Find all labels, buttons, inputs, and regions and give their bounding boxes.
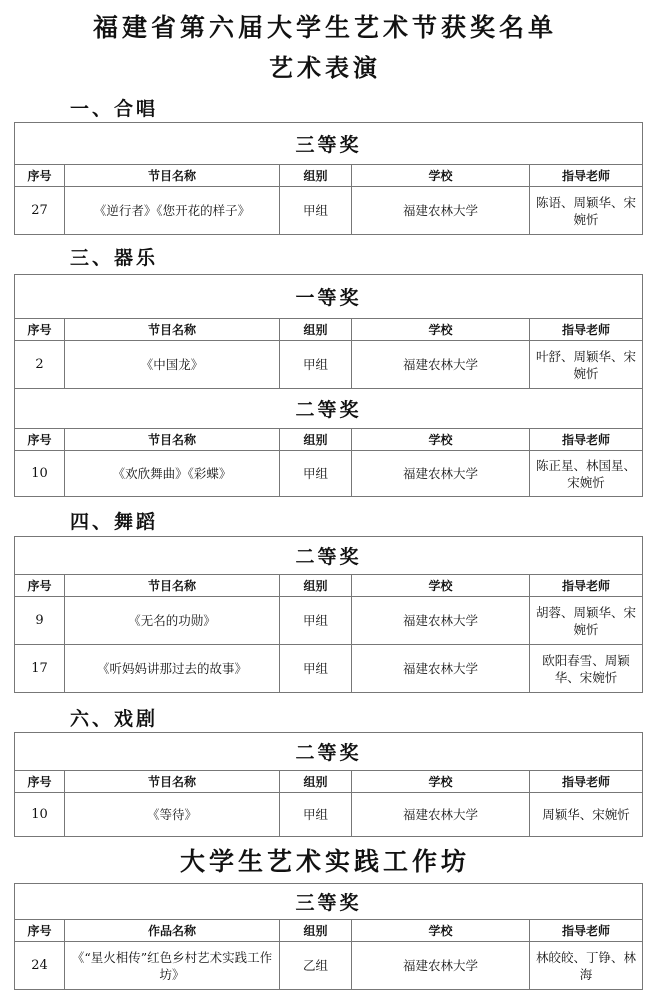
entry-name: 《中国龙》	[65, 341, 280, 389]
entry-school: 福建农林大学	[352, 793, 530, 837]
col-header-group: 组别	[280, 575, 352, 597]
entry-group: 甲组	[280, 341, 352, 389]
prize-title: 三等奖	[15, 123, 643, 165]
col-header-index: 序号	[15, 165, 65, 187]
col-header-teacher: 指导老师	[530, 319, 643, 341]
category-heading-dance: 四、舞蹈	[70, 511, 159, 533]
col-header-index: 序号	[15, 319, 65, 341]
category-heading-drama: 六、戏剧	[70, 708, 159, 730]
award-table-workshop	[14, 883, 643, 990]
prize-title: 二等奖	[15, 733, 643, 771]
col-header-teacher: 指导老师	[530, 429, 643, 451]
category-heading-chorus: 一、合唱	[70, 98, 159, 120]
col-header-teacher: 指导老师	[530, 920, 643, 942]
entry-teacher: 胡蓉、周颖华、宋婉忻	[530, 597, 643, 645]
entry-name: 《等待》	[65, 793, 280, 837]
document-title: 福建省第六届大学生艺术节获奖名单	[92, 13, 557, 42]
col-header-school: 学校	[352, 319, 530, 341]
col-header-teacher: 指导老师	[530, 771, 643, 793]
entry-number: 27	[15, 187, 65, 235]
col-header-index: 序号	[15, 575, 65, 597]
col-header-program: 节目名称	[65, 319, 280, 341]
entry-teacher: 林皎皎、丁铮、林海	[530, 942, 643, 990]
entry-name: 《无名的功勋》	[65, 597, 280, 645]
table-header-row	[15, 319, 643, 341]
col-header-school: 学校	[352, 771, 530, 793]
table-header-row	[15, 575, 643, 597]
col-header-index: 序号	[15, 429, 65, 451]
entry-name: 《逆行者》《您开花的样子》	[65, 187, 280, 235]
col-header-school: 学校	[352, 575, 530, 597]
award-table-instrumental	[14, 274, 643, 497]
table-header-row	[15, 920, 643, 942]
table-row	[15, 645, 643, 693]
col-header-group: 组别	[280, 771, 352, 793]
col-header-group: 组别	[280, 165, 352, 187]
entry-teacher: 陈正星、林国星、宋婉忻	[530, 451, 643, 497]
entry-school: 福建农林大学	[352, 597, 530, 645]
entry-group: 甲组	[280, 187, 352, 235]
entry-group: 乙组	[280, 942, 352, 990]
col-header-program: 节目名称	[65, 575, 280, 597]
entry-school: 福建农林大学	[352, 341, 530, 389]
entry-number: 17	[15, 645, 65, 693]
entry-teacher: 周颖华、宋婉忻	[530, 793, 643, 837]
table-header-row	[15, 165, 643, 187]
table-row	[15, 597, 643, 645]
table-header-row	[15, 429, 643, 451]
entry-group: 甲组	[280, 451, 352, 497]
col-header-index: 序号	[15, 920, 65, 942]
entry-number: 2	[15, 341, 65, 389]
entry-group: 甲组	[280, 597, 352, 645]
col-header-program: 节目名称	[65, 429, 280, 451]
col-header-school: 学校	[352, 429, 530, 451]
entry-group: 甲组	[280, 793, 352, 837]
award-table-dance	[14, 536, 643, 693]
entry-number: 10	[15, 793, 65, 837]
col-header-program: 节目名称	[65, 771, 280, 793]
entry-teacher: 欧阳春雪、周颖华、宋婉忻	[530, 645, 643, 693]
col-header-teacher: 指导老师	[530, 575, 643, 597]
table-row	[15, 341, 643, 389]
award-table-chorus	[14, 122, 643, 235]
section-group-title: 艺术表演	[269, 53, 381, 82]
col-header-group: 组别	[280, 920, 352, 942]
entry-name: 《听妈妈讲那过去的故事》	[65, 645, 280, 693]
col-header-work: 作品名称	[65, 920, 280, 942]
entry-number: 9	[15, 597, 65, 645]
col-header-school: 学校	[352, 920, 530, 942]
prize-title: 三等奖	[15, 884, 643, 920]
prize-title: 一等奖	[15, 275, 643, 319]
col-header-teacher: 指导老师	[530, 165, 643, 187]
col-header-group: 组别	[280, 429, 352, 451]
entry-school: 福建农林大学	[352, 187, 530, 235]
entry-school: 福建农林大学	[352, 942, 530, 990]
col-header-program: 节目名称	[65, 165, 280, 187]
table-row	[15, 942, 643, 990]
entry-number: 24	[15, 942, 65, 990]
workshop-section-title: 大学生艺术实践工作坊	[179, 847, 470, 876]
table-row	[15, 793, 643, 837]
entry-school: 福建农林大学	[352, 451, 530, 497]
entry-teacher: 叶舒、周颖华、宋婉忻	[530, 341, 643, 389]
category-heading-instrumental: 三、器乐	[70, 247, 159, 269]
award-table-drama	[14, 732, 643, 837]
entry-school: 福建农林大学	[352, 645, 530, 693]
entry-group: 甲组	[280, 645, 352, 693]
entry-number: 10	[15, 451, 65, 497]
col-header-group: 组别	[280, 319, 352, 341]
prize-title: 二等奖	[15, 389, 643, 429]
table-row	[15, 451, 643, 497]
entry-teacher: 陈语、周颖华、宋婉忻	[530, 187, 643, 235]
entry-name: 《“星火相传”红色乡村艺术实践工作坊》	[65, 942, 280, 990]
prize-title: 二等奖	[15, 537, 643, 575]
col-header-index: 序号	[15, 771, 65, 793]
col-header-school: 学校	[352, 165, 530, 187]
table-row	[15, 187, 643, 235]
entry-name: 《欢欣舞曲》《彩蝶》	[65, 451, 280, 497]
table-header-row	[15, 771, 643, 793]
